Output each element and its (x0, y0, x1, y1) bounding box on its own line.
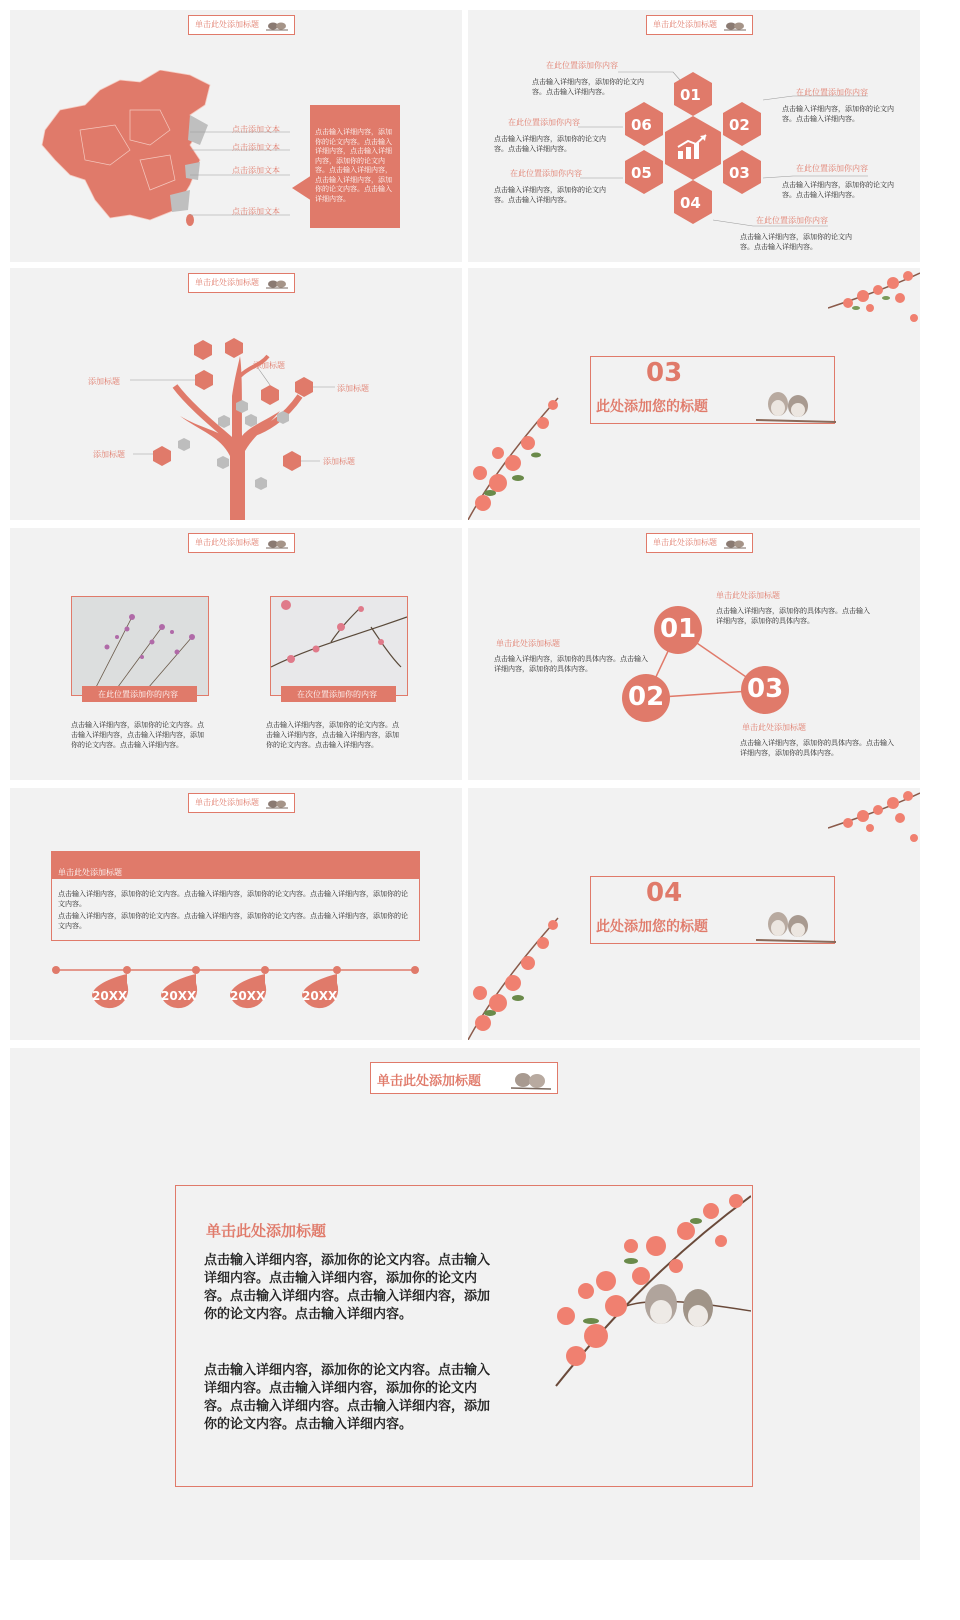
triangle-number: 03 (747, 674, 784, 704)
timeline-year[interactable]: 20XX (161, 989, 197, 1003)
slide-text-large (10, 1048, 920, 1560)
item-title[interactable]: 单击此处添加标题 (742, 723, 806, 732)
tree-hexes (10, 268, 462, 520)
item-text: 点击输入详细内容，添加你的论文内容。点击输入详细内容。 (494, 135, 606, 153)
map-leader-lines (190, 120, 300, 225)
slide-triangle (468, 528, 920, 780)
item-title[interactable]: 单击此处添加标题 (496, 639, 560, 648)
item-text: 点击输入详细内容，添加你的论文内容。点击输入详细内容。 (740, 233, 852, 251)
timeline-year[interactable]: 20XX (92, 989, 128, 1003)
hex-leader-lines (468, 10, 920, 262)
hex-number: 01 (680, 86, 701, 104)
slide-section-03 (468, 268, 920, 520)
hex-number: 02 (729, 116, 750, 134)
slide-photos (10, 528, 462, 780)
item-title[interactable]: 在此位置添加你内容 (546, 61, 618, 70)
slide-map (10, 10, 462, 262)
item-text: 点击输入详细内容，添加你的论文内容。点击输入详细内容。 (494, 186, 606, 204)
blossom-decoration (468, 393, 568, 520)
slide-header[interactable] (370, 1062, 558, 1094)
map-label[interactable]: 点击添加文本 (232, 166, 280, 175)
birds-icon (756, 900, 836, 946)
section-number: 04 (646, 878, 683, 908)
header-label: 单击此处添加标题 (195, 20, 259, 29)
item-text: 点击输入详细内容，添加你的具体内容。点击输入详细内容，添加你的具体内容。 (740, 739, 894, 757)
blossom-decoration (468, 913, 568, 1040)
item-text: 点击输入详细内容，添加你的论文内容。点击输入详细内容。 (532, 78, 644, 96)
item-text: 点击输入详细内容，添加你的具体内容。点击输入详细内容，添加你的具体内容。 (494, 655, 648, 673)
header-label: 单击此处添加标题 (195, 538, 259, 547)
bird-icon (266, 19, 288, 31)
header-label: 单击此处添加标题 (195, 798, 259, 807)
content-box-title: 单击此处添加标题 (58, 868, 122, 877)
callout-text: 点击输入详细内容，添加你的论文内容。点击输入详细内容，点击输入详细内容，添加你的论文内容。点击输入详细内容，点击输入详细内容，添加你的论文内容。点击输入详细内容。 (315, 128, 392, 203)
tree-label[interactable]: 添加标题 (323, 457, 355, 466)
content-paragraph: 点击输入详细内容，添加你的论文内容。点击输入详细内容。点击输入详细内容，添加你的论文内容。点击输入详细内容。点击输入详细内容，添加你的论文内容。点击输入详细内容。 (204, 1253, 491, 1322)
bird-icon (511, 1067, 551, 1091)
hex-number: 04 (680, 194, 701, 212)
photo-text: 点击输入详细内容，添加你的论文内容。点击输入详细内容，点击输入详细内容，添加你的论文内容。点击输入详细内容。 (71, 721, 204, 749)
section-number: 03 (646, 358, 683, 388)
item-title[interactable]: 在此位置添加你内容 (796, 164, 868, 173)
content-paragraph: 点击输入详细内容，添加你的论文内容。点击输入详细内容，添加你的论文内容。点击输入详细内容，添加你的论文内容。 (58, 912, 408, 930)
photo-peach-blossom[interactable] (270, 596, 408, 696)
photo-text: 点击输入详细内容，添加你的论文内容。点击输入详细内容，点击输入详细内容，添加你的论文内容。点击输入详细内容。 (266, 721, 399, 749)
content-paragraph: 点击输入详细内容，添加你的论文内容。点击输入详细内容。点击输入详细内容，添加你的论文内容。点击输入详细内容。点击输入详细内容，添加你的论文内容。点击输入详细内容。 (204, 1363, 491, 1432)
content-title: 单击此处添加标题 (206, 1222, 327, 1240)
item-title[interactable]: 单击此处添加标题 (716, 591, 780, 600)
header-label: 单击此处添加标题 (653, 20, 717, 29)
tree-label[interactable]: 添加标题 (337, 384, 369, 393)
item-title[interactable]: 在此位置添加你内容 (796, 88, 868, 97)
header-label: 单击此处添加标题 (377, 1074, 482, 1089)
blossom-decoration (828, 788, 920, 863)
map-label[interactable]: 点击添加文本 (232, 207, 280, 216)
birds-icon (756, 380, 836, 426)
item-text: 点击输入详细内容，添加你的论文内容。点击输入详细内容。 (782, 181, 894, 199)
blossom-birds-illustration (536, 1186, 751, 1396)
slide-header[interactable] (188, 533, 295, 553)
tree-label[interactable]: 添加标题 (253, 361, 285, 370)
hex-number: 03 (729, 164, 750, 182)
item-title[interactable]: 在此位置添加你内容 (508, 118, 580, 127)
item-text: 点击输入详细内容，添加你的论文内容。点击输入详细内容。 (782, 105, 894, 123)
photo-caption: 在次位置添加你的内容 (297, 690, 377, 699)
section-title: 此处添加您的标题 (596, 399, 708, 415)
item-title[interactable]: 在此位置添加你内容 (510, 169, 582, 178)
callout-arrow (292, 175, 312, 201)
slide-hexagons (468, 10, 920, 262)
item-title[interactable]: 在此位置添加你内容 (756, 216, 828, 225)
item-text: 点击输入详细内容，添加你的具体内容。点击输入详细内容，添加你的具体内容。 (716, 607, 870, 625)
triangle-number: 02 (628, 682, 665, 712)
map-label[interactable]: 点击添加文本 (232, 143, 280, 152)
content-paragraph: 点击输入详细内容，添加你的论文内容。点击输入详细内容，添加你的论文内容。点击输入详细内容，添加你的论文内容。 (58, 890, 408, 908)
header-label: 单击此处添加标题 (195, 278, 259, 287)
section-title: 此处添加您的标题 (596, 919, 708, 935)
map-label[interactable]: 点击添加文本 (232, 125, 280, 134)
triangle-number: 01 (660, 614, 697, 644)
slide-tree (10, 268, 462, 520)
hex-number: 05 (631, 164, 652, 182)
timeline-year[interactable]: 20XX (230, 989, 266, 1003)
photo-purple-flowers[interactable] (71, 596, 209, 696)
timeline-year[interactable]: 20XX (302, 989, 338, 1003)
slide-header[interactable] (188, 15, 295, 35)
tree-label[interactable]: 添加标题 (93, 450, 125, 459)
hex-number: 06 (631, 116, 652, 134)
tree-label[interactable]: 添加标题 (88, 377, 120, 386)
bird-icon (266, 537, 288, 549)
blossom-decoration (828, 268, 920, 343)
slide-timeline (10, 788, 462, 1040)
photo-caption: 在此位置添加你的内容 (98, 690, 178, 699)
slide-section-04 (468, 788, 920, 1040)
header-label: 单击此处添加标题 (653, 538, 717, 547)
